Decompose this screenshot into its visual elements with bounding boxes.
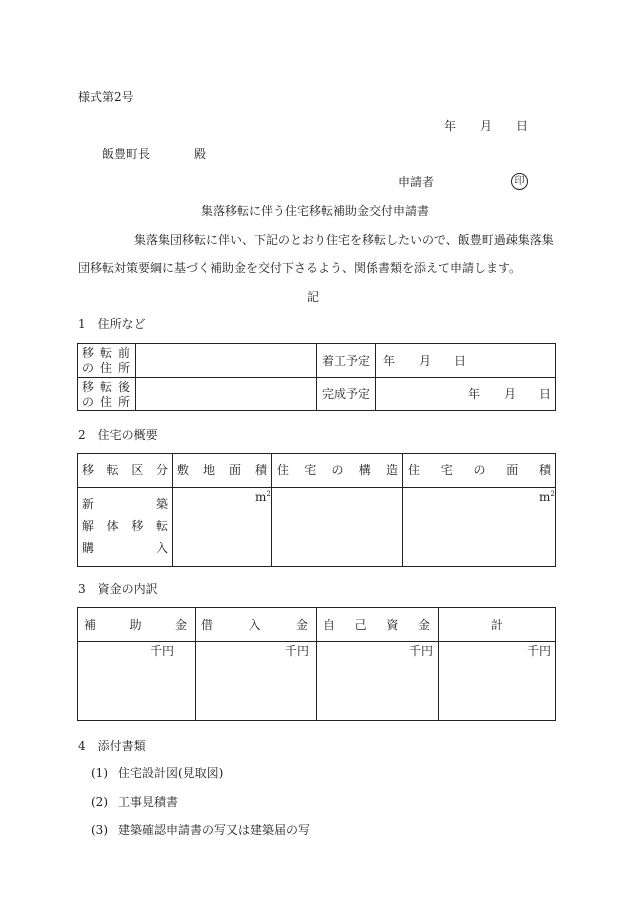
prev-address-label-line2: の 住 所 (82, 361, 130, 375)
section1-heading: 1 住所など (78, 317, 146, 331)
new-address-label-line1: 移 転 後 (82, 380, 130, 394)
header-relocation-type: 移 転 区 分 (82, 463, 168, 477)
prev-address-label-line1: 移 転 前 (82, 346, 130, 360)
type-dismantle-relocate: 解 体 移 転 (82, 519, 168, 533)
header-loan: 借 入 金 (201, 618, 308, 632)
start-day: 日 (454, 354, 467, 368)
document-title: 集落移転に伴う住宅移転補助金交付申請書 (200, 204, 429, 218)
header-own-funds: 自 己 資 金 (323, 618, 430, 632)
complete-month: 月 (504, 387, 517, 401)
date-day: 日 (516, 119, 529, 133)
start-schedule-label: 着工予定 (322, 354, 371, 368)
header-floor-area: 住 宅 の 面 積 (408, 463, 551, 477)
header-subsidy: 補 助 金 (84, 618, 187, 632)
seal-mark: 印 (511, 173, 528, 190)
floor-area-unit: $m^2$ (539, 490, 555, 504)
addressee-honorific: 殿 (194, 147, 207, 161)
header-structure: 住 宅 の 構 造 (277, 463, 398, 477)
body-line-2: 団移転対策要綱に基づく補助金を交付下さるよう、関係書類を添えて申請します。 (78, 261, 522, 275)
complete-schedule-label: 完成予定 (322, 387, 371, 401)
attachment-item-2: 工事見積書 (118, 795, 179, 809)
date-year: 年 (444, 119, 457, 133)
body-line-1: 集落集団移転に伴い、下記のとおり住宅を移転したいので、飯豊町過疎集落集 (134, 233, 554, 247)
ki-mark: 記 (307, 290, 320, 304)
section3-heading: 3 資金の内訳 (78, 582, 158, 596)
attachment-item-3: 建築確認申請書の写又は建築届の写 (118, 823, 311, 837)
total-unit: 千円 (527, 644, 552, 658)
header-total: 計 (490, 618, 503, 632)
attachment-num-1: (1) (91, 766, 108, 780)
addressee-name: 飯豊町長 (102, 147, 151, 161)
attachment-num-2: (2) (91, 795, 108, 809)
section4-heading: 4 添付書類 (78, 739, 146, 753)
type-purchase: 購 入 (82, 541, 168, 555)
complete-day: 日 (539, 387, 552, 401)
applicant-label: 申請者 (398, 175, 435, 189)
start-month: 月 (419, 354, 432, 368)
subsidy-unit: 千円 (150, 644, 175, 658)
type-new-build: 新 築 (82, 497, 168, 511)
new-address-label-line2: の 住 所 (82, 395, 130, 409)
loan-unit: 千円 (285, 644, 310, 658)
section2-heading: 2 住宅の概要 (78, 428, 158, 442)
attachment-num-3: (3) (91, 823, 108, 837)
complete-year: 年 (468, 387, 481, 401)
site-area-unit: $m^2$ (255, 490, 271, 504)
date-month: 月 (480, 119, 493, 133)
attachment-item-1: 住宅設計図(見取図) (118, 766, 224, 780)
start-year: 年 (383, 354, 396, 368)
form-number: 様式第2号 (78, 90, 134, 104)
own-funds-unit: 千円 (409, 644, 434, 658)
header-site-area: 敷 地 面 積 (177, 463, 267, 477)
